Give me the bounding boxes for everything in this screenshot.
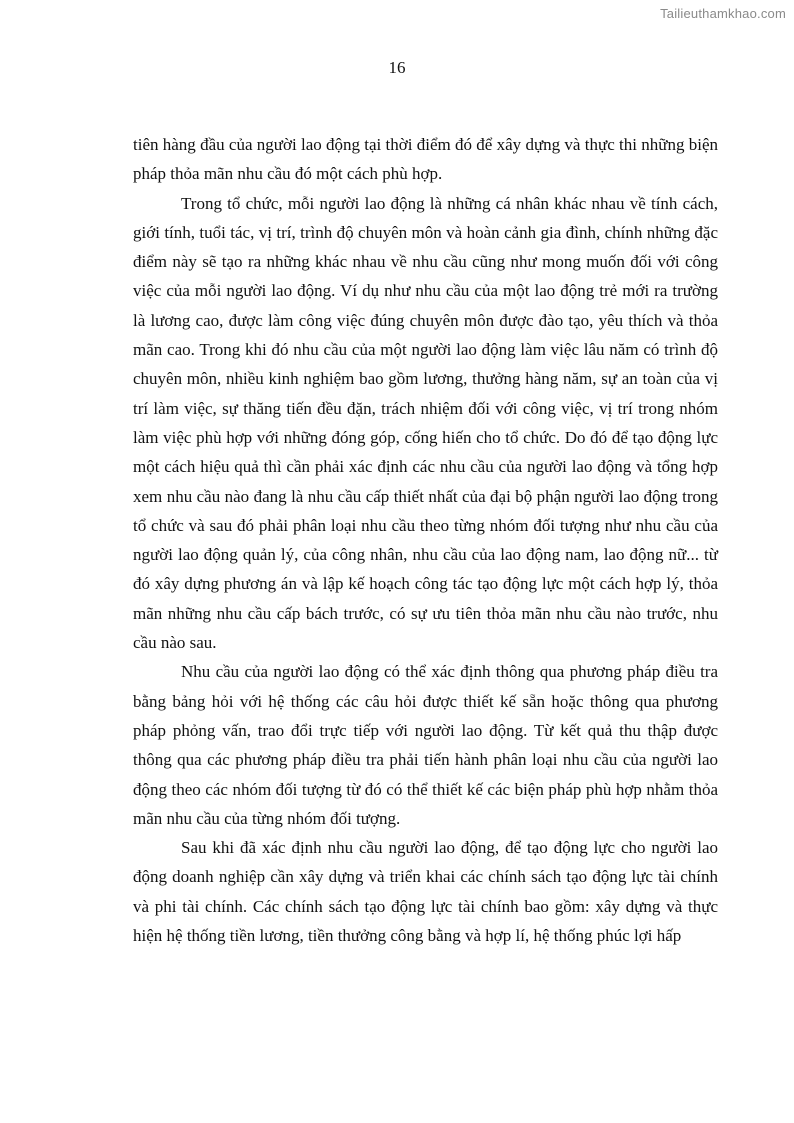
- paragraph-1: tiên hàng đầu của người lao động tại thời điểm đó để xây dựng và thực thi những biện pháp thỏa mãn nhu cầu đó một cách phù hợp.: [133, 135, 718, 184]
- paragraph-3: Nhu cầu của người lao động có thể xác định thông qua phương pháp điều tra bằng bảng hỏi với hệ thống các câu hỏi được thiết kế sẵn hoặc thông qua phương pháp phỏng vấn, trao đổi trực tiếp với người lao động. Từ kết quả thu thập được thông qua các phương pháp điều tra phải tiến hành phân loại nhu cầu của người lao động theo các nhóm đối tượng từ đó có thể thiết kế các biện pháp phù hợp nhằm thỏa mãn nhu cầu của từng nhóm đối tượng.: [133, 662, 718, 828]
- page-number: 16: [388, 58, 406, 77]
- paragraph-2: Trong tổ chức, mỗi người lao động là những cá nhân khác nhau về tính cách, giới tính, tuổi tác, vị trí, trình độ chuyên môn và hoàn cảnh gia đình, chính những đặc điểm này sẽ tạo ra những khác nhau về nhu cầu cũng như mong muốn đối với công việc của mỗi người lao động. Ví dụ như nhu cầu của một lao động trẻ mới ra trường là lương cao, được làm công việc đúng chuyên môn được đào tạo, yêu thích và thỏa mãn cao. Trong khi đó nhu cầu của một người lao động làm việc lâu năm có trình độ chuyên môn, nhiều kinh nghiệm bao gồm lương, thưởng hàng năm, sự an toàn của vị trí làm việc, sự thăng tiến đều đặn, trách nhiệm đối với công việc, vị trí trong nhóm làm việc phù hợp với những đóng góp, cống hiến cho tổ chức. Do đó để tạo động lực một cách hiệu quả thì cần phải xác định các nhu cầu của người lao động và tổng hợp xem nhu cầu nào đang là nhu cầu cấp thiết nhất của đại bộ phận người lao động trong tổ chức và sau đó phải phân loại nhu cầu theo từng nhóm đối tượng như nhu cầu của người lao động quản lý, của công nhân, nhu cầu của lao động nam, lao động nữ... từ đó xây dựng phương án và lập kế hoạch công tác tạo động lực một cách hợp lý, thỏa mãn những nhu cầu cấp bách trước, có sự ưu tiên thỏa mãn nhu cầu nào trước, nhu cầu nào sau.: [133, 193, 718, 653]
- paragraph-4: Sau khi đã xác định nhu cầu người lao động, để tạo động lực cho người lao động doanh nghiệp cần xây dựng và triển khai các chính sách tạo động lực tài chính và phi tài chính. Các chính sách tạo động lực tài chính bao gồm: xây dựng và thực hiện hệ thống tiền lương, tiền thưởng công bằng và hợp lí, hệ thống phúc lợi hấp: [133, 838, 718, 946]
- watermark: Tailieuthamkhao.com: [660, 6, 786, 21]
- document-body: [133, 130, 718, 950]
